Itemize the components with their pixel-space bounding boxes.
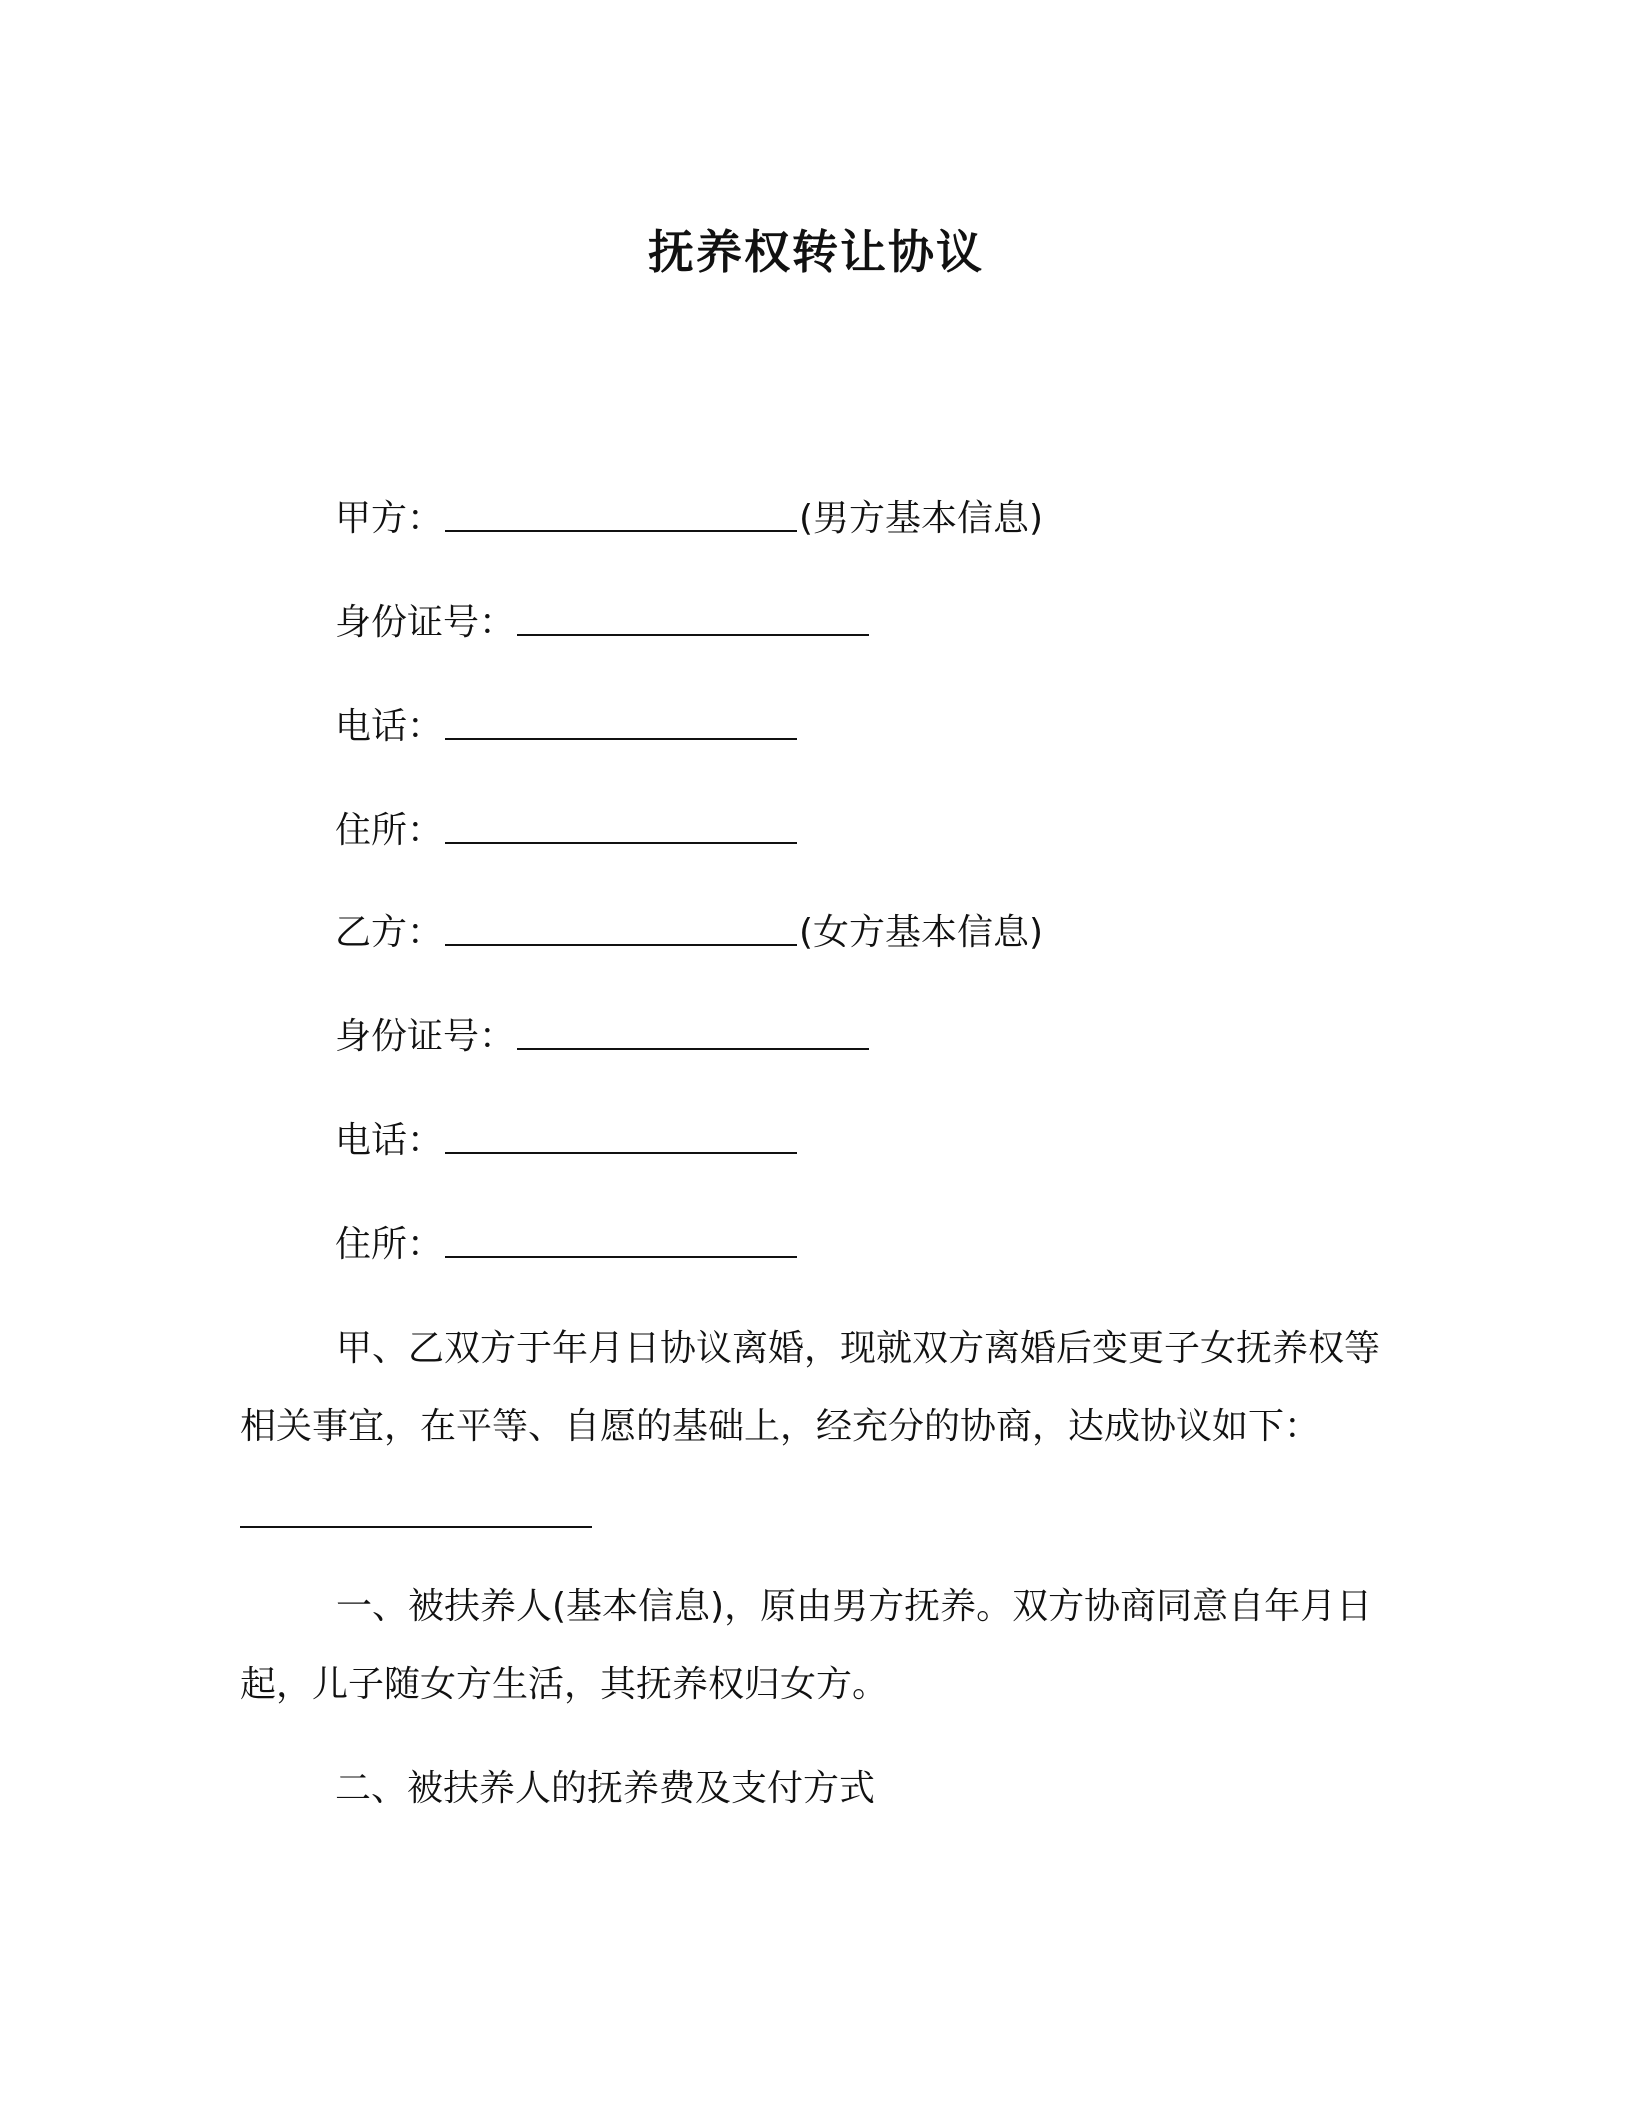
party-a-address-label: 住所： bbox=[335, 810, 444, 851]
party-b-phone-line bbox=[335, 1116, 799, 1166]
party-a-id-field[interactable] bbox=[517, 604, 869, 636]
party-b-label: 乙方： bbox=[335, 912, 444, 953]
party-b-address-label: 住所： bbox=[335, 1224, 444, 1265]
party-a-phone-field[interactable] bbox=[445, 708, 797, 740]
party-b-address-line bbox=[335, 1220, 799, 1270]
agreement-blank-field[interactable] bbox=[240, 1526, 592, 1528]
party-a-address-line bbox=[335, 806, 799, 856]
party-b-address-field[interactable] bbox=[445, 1226, 797, 1258]
party-a-label: 甲方： bbox=[335, 498, 444, 539]
party-a-note: (男方基本信息) bbox=[799, 498, 1044, 539]
party-b-phone-field[interactable] bbox=[445, 1122, 797, 1154]
document-title: 抚养权转让协议 bbox=[648, 225, 984, 279]
party-b-note: (女方基本信息) bbox=[799, 912, 1044, 953]
party-a-name-field[interactable] bbox=[445, 500, 797, 532]
party-b-line bbox=[335, 908, 1043, 958]
party-b-id-label: 身份证号： bbox=[335, 1016, 516, 1057]
party-a-line bbox=[335, 494, 1043, 544]
party-a-id-label: 身份证号： bbox=[335, 602, 516, 643]
party-b-phone-label: 电话： bbox=[335, 1120, 444, 1161]
clause-1-paragraph: 一、被扶养人(基本信息)，原由男方抚养。双方协商同意自年月日起，儿子随女方生活，其抚养权归女方。 bbox=[240, 1586, 1373, 1705]
party-b-name-field[interactable] bbox=[445, 914, 797, 946]
party-a-phone-label: 电话： bbox=[335, 706, 444, 747]
party-b-id-line bbox=[335, 1012, 871, 1062]
party-a-phone-line bbox=[335, 702, 799, 752]
party-b-id-field[interactable] bbox=[517, 1018, 869, 1050]
party-a-address-field[interactable] bbox=[445, 812, 797, 844]
party-a-id-line bbox=[335, 598, 871, 648]
intro-paragraph: 甲、乙双方于年月日协议离婚，现就双方离婚后变更子女抚养权等相关事宜，在平等、自愿的基础上，经充分的协商，达成协议如下： bbox=[240, 1328, 1381, 1447]
clause-2-heading: 二、被扶养人的抚养费及支付方式 bbox=[335, 1768, 876, 1809]
